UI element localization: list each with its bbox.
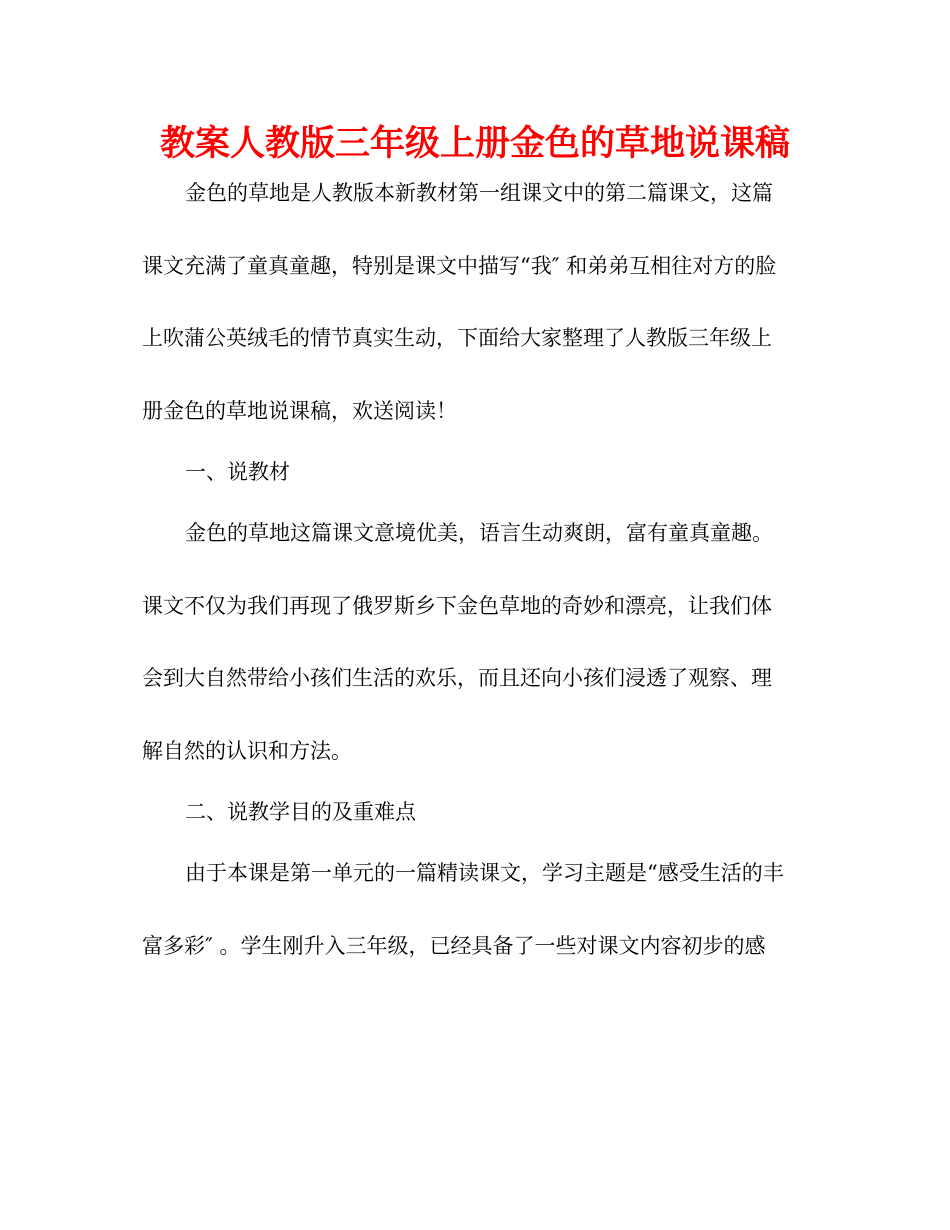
paragraph-line: 课文充满了童真童趣，特别是课文中描写“我″ 和弟弟互相往对方的脸: [142, 254, 777, 278]
paragraph-line: 册金色的草地说课稿，欢送阅读！: [142, 399, 457, 423]
paragraph-line: 上吹蒲公英绒毛的情节真实生动，下面给大家整理了人教版三年级上: [142, 326, 772, 350]
paragraph-line: 金色的草地这篇课文意境优美，语言生动爽朗，富有童真童趣。: [185, 521, 773, 545]
paragraph-line: 会到大自然带给小孩们生活的欢乐，而且还向小孩们浸透了观察、理: [142, 666, 772, 690]
paragraph-line: 课文不仅为我们再现了俄罗斯乡下金色草地的奇妙和漂亮，让我们体: [142, 594, 772, 618]
paragraph-line: 富多彩″ 。学生刚升入三年级，已经具备了一些对课文内容初步的感: [142, 934, 766, 958]
section-heading: 二、说教学目的及重难点: [185, 800, 416, 824]
paragraph-line: 解自然的认识和方法。: [142, 739, 352, 763]
document-title: 教案人教版三年级上册金色的草地说课稿: [159, 124, 790, 164]
paragraph-line: 由于本课是第一单元的一篇精读课文，学习主题是“感受生活的丰: [185, 861, 784, 885]
section-heading: 一、说教材: [185, 460, 290, 484]
paragraph-line: 金色的草地是人教版本新教材第一组课文中的第二篇课文，这篇: [185, 181, 773, 205]
